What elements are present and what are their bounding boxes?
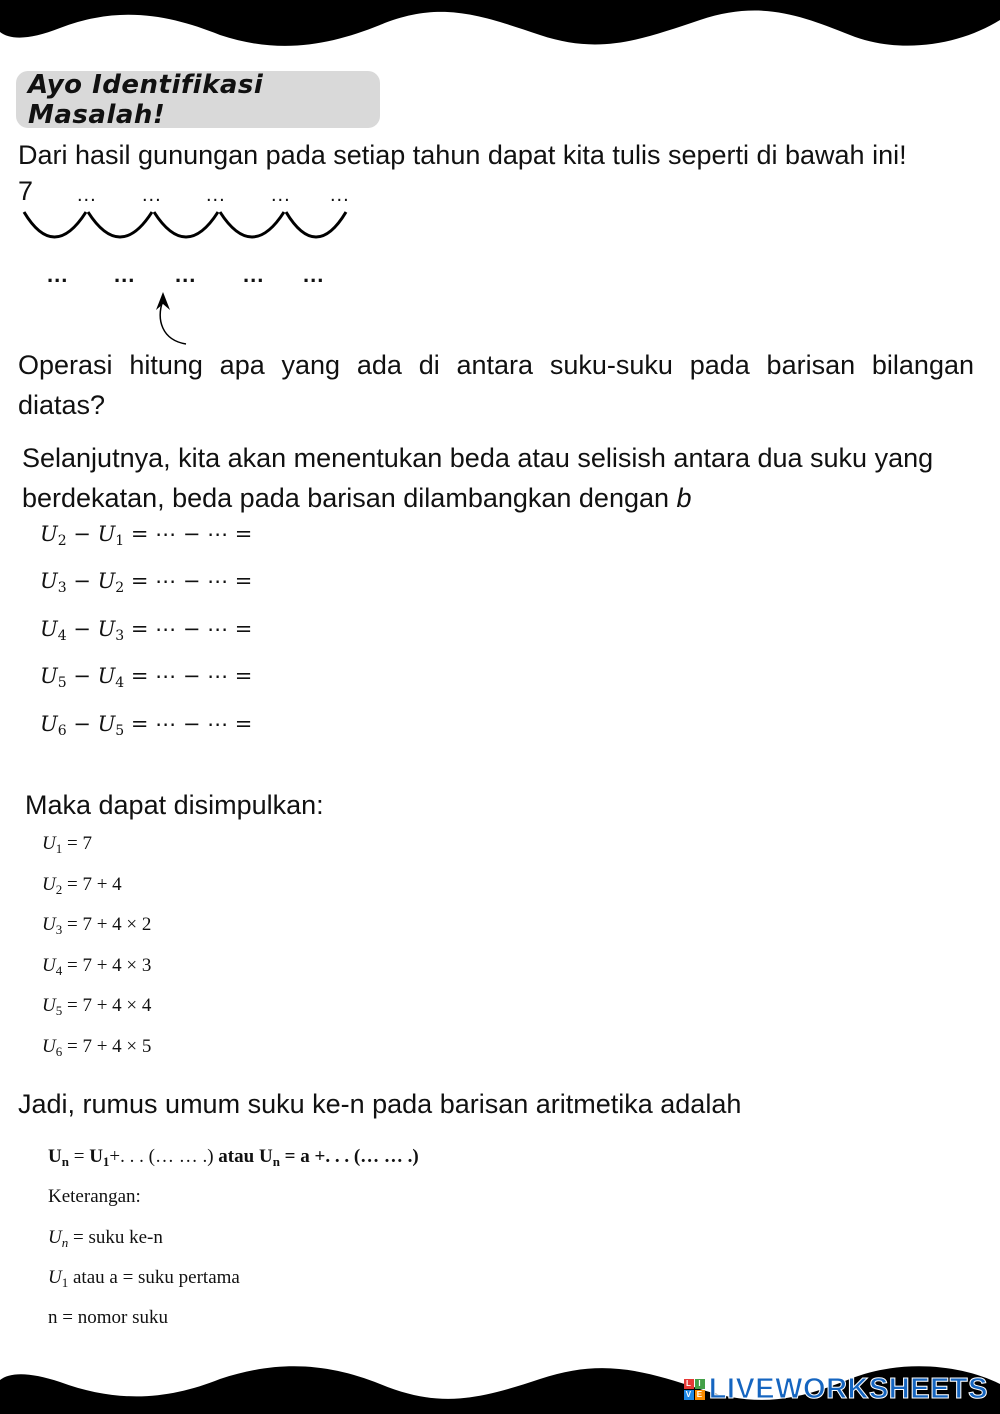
- conclusion-row: $U_3 = 7 + 4 \times 2$: [42, 914, 152, 937]
- keterangan-u1: $U_1$ atau a = suku pertama: [48, 1267, 240, 1290]
- conclusion-row: $U_6 = 7 + 4 \times 5$: [42, 1036, 152, 1059]
- difference-row: $U_3 - U_2$ = ⋯ − ⋯ =: [40, 569, 253, 596]
- arc: [154, 212, 218, 237]
- arc: [88, 212, 152, 237]
- liveworksheets-wordmark: LIVEWORKSHEETS: [708, 1373, 988, 1405]
- top-wave-border: [0, 0, 1000, 60]
- sequence-top-blank: ...: [271, 184, 291, 206]
- conclusion-row: $U_5 = 7 + 4 \times 4$: [42, 995, 152, 1018]
- sequence-bottom-blank: ...: [303, 262, 325, 287]
- section-title: Ayo Identifikasi Masalah!: [28, 69, 264, 130]
- sequence-bottom-blank: ...: [243, 262, 265, 287]
- sequence-first-term: 7: [18, 176, 34, 206]
- intro-text: Dari hasil gunungan pada setiap tahun dapat kita tulis seperti di bawah ini!: [18, 140, 907, 170]
- arc: [24, 212, 86, 237]
- difference-arcs: [20, 206, 360, 250]
- section-title-box: [16, 71, 380, 128]
- keterangan-n: n = nomor suku: [48, 1307, 168, 1328]
- conclusion-row: $U_2 = 7 + 4$: [42, 874, 122, 897]
- sequence-top-blank: ...: [77, 184, 97, 206]
- question-text: Operasi hitung apa yang ada di antara suku-suku pada barisan bilangan diatas?: [18, 350, 974, 420]
- arc: [220, 212, 284, 237]
- sequence-bottom-blank: ...: [175, 262, 197, 287]
- difference-row: $U_4 - U_3$ = ⋯ − ⋯ =: [40, 617, 253, 644]
- sequence-top-blank: ...: [142, 184, 162, 206]
- sequence-bottom-blank: ...: [114, 262, 136, 287]
- difference-row: $U_6 - U_5$ = ⋯ − ⋯ =: [40, 712, 253, 739]
- keterangan-un: $U_n$ = suku ke-n: [48, 1227, 163, 1250]
- formula-heading: Jadi, rumus umum suku ke-n pada barisan aritmetika adalah: [18, 1089, 742, 1119]
- curved-arrow-icon: [150, 290, 194, 348]
- liveworksheets-logo-icon: L I V E: [684, 1379, 705, 1400]
- sequence-top-blank: ...: [206, 184, 226, 206]
- sequence-top-blank: ...: [330, 184, 350, 206]
- difference-row: $U_2 - U_1$ = ⋯ − ⋯ =: [40, 522, 253, 549]
- general-formula: $U_n = U_1+$. . . (… … .) atau $U_n = a$ +. . . (… … .): [48, 1146, 419, 1169]
- difference-symbol: b: [676, 483, 692, 513]
- conclusion-heading: Maka dapat disimpulkan:: [25, 790, 324, 820]
- liveworksheets-logo: [684, 1373, 988, 1406]
- keterangan-label: Keterangan:: [48, 1186, 141, 1207]
- difference-row: $U_5 - U_4$ = ⋯ − ⋯ =: [40, 664, 253, 691]
- conclusion-row: $U_4 = 7 + 4 \times 3$: [42, 955, 152, 978]
- conclusion-row: $U_1 = 7$: [42, 833, 92, 856]
- arc: [286, 212, 346, 237]
- sequence-bottom-blank: ...: [47, 262, 69, 287]
- difference-intro: Selanjutnya, kita akan menentukan beda atau selisish antara dua suku yang berdekatan, beda pada barisan dilambangkan dengan b: [22, 443, 934, 513]
